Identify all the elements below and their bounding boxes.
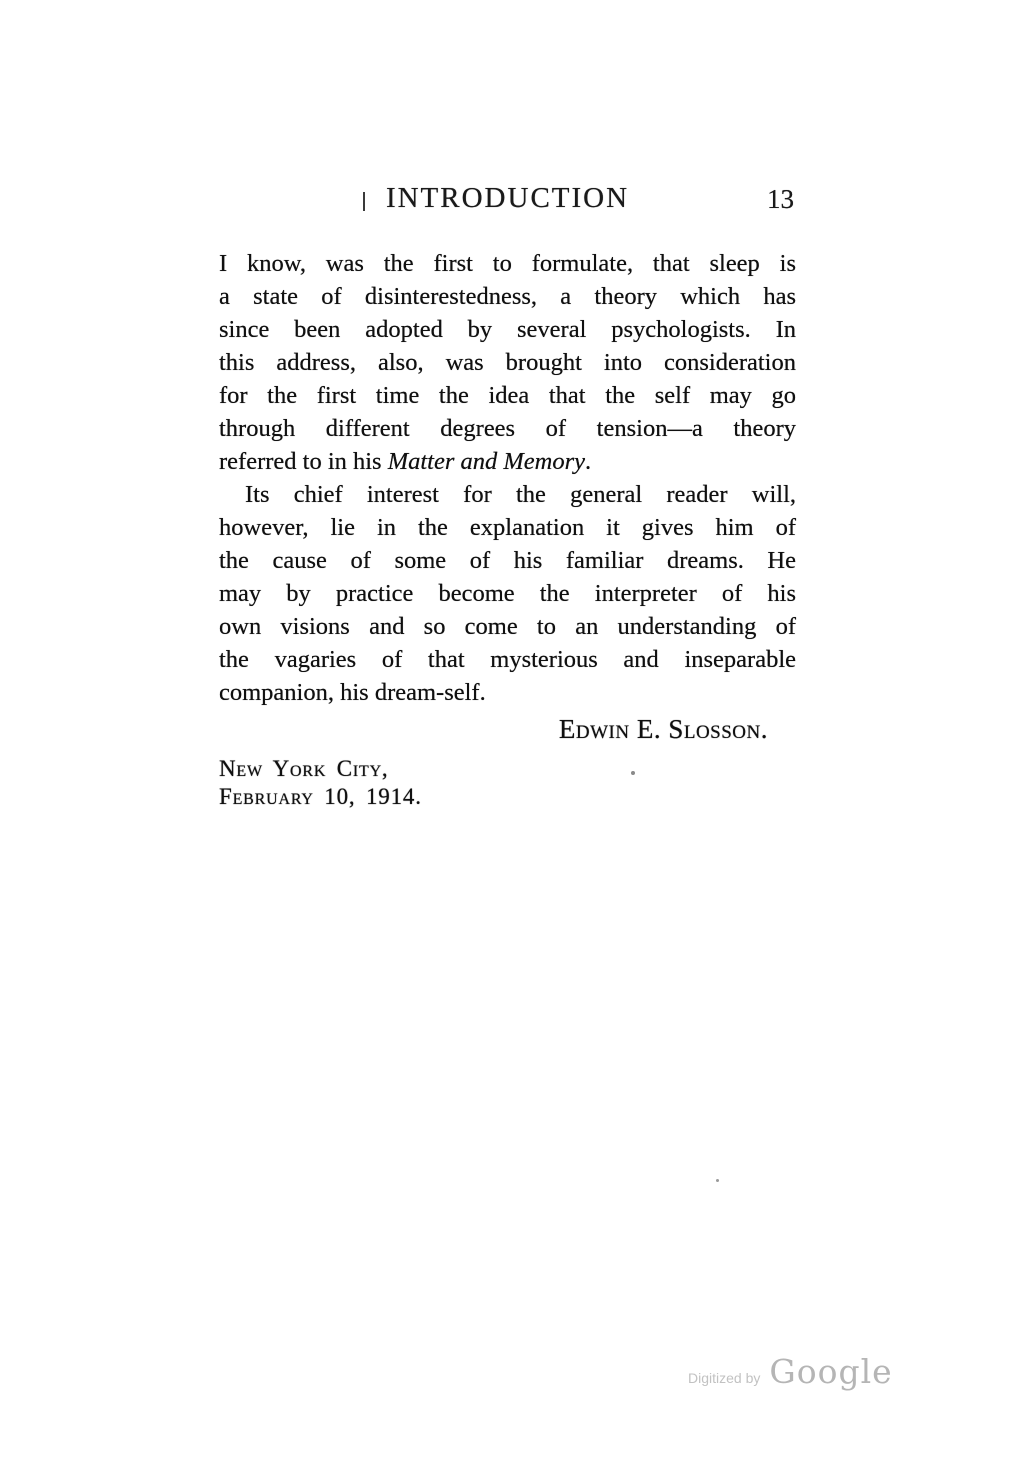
text-line: this address, also, was brought into consideration (219, 349, 796, 376)
dateline-city: New York City, (219, 756, 389, 781)
text-line: however, lie in the explanation it gives him of (219, 514, 796, 541)
scan-speck (631, 771, 635, 775)
text-segment: . (585, 448, 592, 475)
book-title-italic: Matter and Memory (387, 448, 586, 475)
text-line: own visions and so come to an understanding of (219, 613, 796, 640)
author-signature: Edwin E. Slosson. (558, 714, 768, 744)
page-header (219, 182, 796, 218)
google-logo: Google (769, 1352, 893, 1391)
text-line (219, 445, 796, 478)
text-line: I know, was the first to formulate, that sleep is (219, 250, 796, 277)
paragraph (219, 247, 796, 478)
text-line: Its chief interest for the general reader will, (245, 481, 796, 508)
dateline-date: February 10, 1914. (219, 784, 422, 809)
text-line: through different degrees of tension—a theory (219, 415, 796, 442)
body-text (219, 247, 796, 811)
text-line: a state of disinterestedness, a theory which has (219, 283, 796, 310)
dateline (219, 755, 796, 811)
scan-speck (716, 1179, 719, 1182)
page-number: 13 (767, 184, 794, 214)
text-line: may by practice become the interpreter of his (219, 580, 796, 607)
text-line: since been adopted by several psychologists. In (219, 316, 796, 343)
paragraph (219, 478, 796, 709)
text-line: the cause of some of his familiar dreams. He (219, 547, 796, 574)
text-line: the vagaries of that mysterious and inseparable (219, 646, 796, 673)
text-line: companion, his dream-self. (219, 679, 486, 706)
text-line: for the first time the idea that the self may go (219, 382, 796, 409)
digitized-watermark (688, 1352, 893, 1391)
watermark-text: Digitized by (688, 1370, 761, 1386)
page-title: INTRODUCTION (385, 182, 630, 214)
text-segment: referred to in his (219, 448, 388, 475)
